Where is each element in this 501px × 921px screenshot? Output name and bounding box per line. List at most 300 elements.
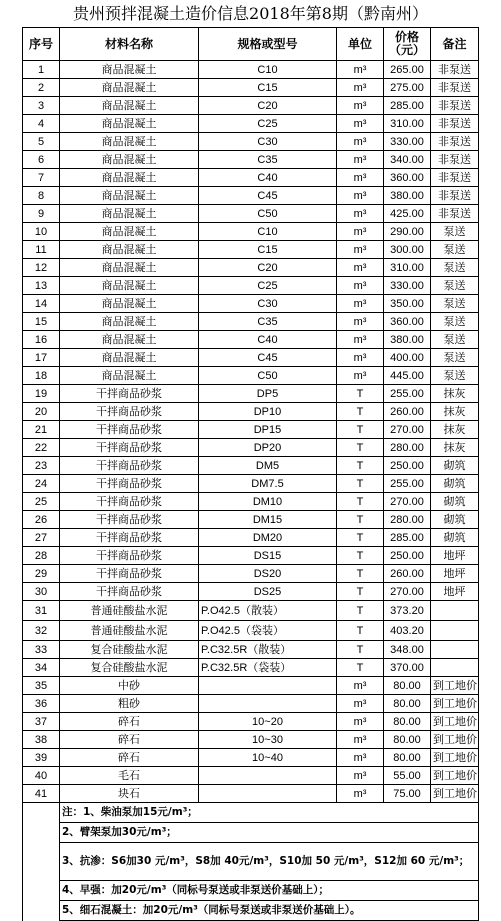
price: 340.00 — [384, 151, 431, 169]
table-row — [23, 169, 479, 187]
table-row — [23, 641, 479, 659]
row-number: 26 — [23, 511, 60, 529]
price: 80.00 — [384, 731, 431, 749]
material-name: 商品混凝土 — [60, 151, 199, 169]
spec-model — [199, 767, 337, 785]
row-number: 3 — [23, 97, 60, 115]
material-name: 商品混凝土 — [60, 79, 199, 97]
remark: 泵送 — [431, 331, 479, 349]
spec-model: DS20 — [199, 565, 337, 583]
row-number: 22 — [23, 439, 60, 457]
table-row — [23, 241, 479, 259]
row-number: 14 — [23, 295, 60, 313]
note-spacer — [23, 901, 60, 921]
price: 300.00 — [384, 241, 431, 259]
price: 265.00 — [384, 61, 431, 79]
row-number: 41 — [23, 785, 60, 803]
price: 373.20 — [384, 601, 431, 621]
price: 80.00 — [384, 677, 431, 695]
material-name: 商品混凝土 — [60, 133, 199, 151]
note-text: 5、细石混凝土：加20元/m³（同标号泵送或非泵送价基础上）。 — [60, 901, 479, 921]
remark — [431, 601, 479, 621]
row-number: 38 — [23, 731, 60, 749]
material-name: 干拌商品砂浆 — [60, 493, 199, 511]
remark: 非泵送 — [431, 151, 479, 169]
spec-model: C20 — [199, 97, 337, 115]
spec-model: DS15 — [199, 547, 337, 565]
spec-model: C25 — [199, 277, 337, 295]
material-name: 干拌商品砂浆 — [60, 547, 199, 565]
material-name: 干拌商品砂浆 — [60, 565, 199, 583]
price-table — [22, 27, 479, 921]
unit: T — [337, 547, 384, 565]
material-name: 干拌商品砂浆 — [60, 403, 199, 421]
table-row — [23, 749, 479, 767]
row-number: 32 — [23, 621, 60, 641]
table-row — [23, 621, 479, 641]
material-name: 商品混凝土 — [60, 205, 199, 223]
table-row — [23, 601, 479, 621]
row-number: 40 — [23, 767, 60, 785]
table-row — [23, 659, 479, 677]
remark: 非泵送 — [431, 133, 479, 151]
price: 270.00 — [384, 583, 431, 601]
remark — [431, 659, 479, 677]
spec-model: C15 — [199, 241, 337, 259]
remark: 非泵送 — [431, 61, 479, 79]
col-header-name: 材料名称 — [60, 28, 199, 61]
unit: m³ — [337, 115, 384, 133]
price: 280.00 — [384, 511, 431, 529]
price: 350.00 — [384, 295, 431, 313]
spec-model: P.C32.5R（散装） — [199, 641, 337, 659]
material-name: 商品混凝土 — [60, 349, 199, 367]
material-name: 商品混凝土 — [60, 295, 199, 313]
price: 275.00 — [384, 79, 431, 97]
remark: 到工地价 — [431, 695, 479, 713]
note-text: 注：1、柴油泵加15元/m³； — [60, 803, 479, 823]
remark: 泵送 — [431, 223, 479, 241]
spec-model: C45 — [199, 187, 337, 205]
row-number: 19 — [23, 385, 60, 403]
unit: T — [337, 659, 384, 677]
remark: 非泵送 — [431, 187, 479, 205]
note-row — [23, 823, 479, 843]
table-row — [23, 421, 479, 439]
material-name: 普通硅酸盐水泥 — [60, 601, 199, 621]
material-name: 复合硅酸盐水泥 — [60, 641, 199, 659]
material-name: 干拌商品砂浆 — [60, 475, 199, 493]
unit: m³ — [337, 731, 384, 749]
material-name: 商品混凝土 — [60, 367, 199, 385]
col-header-no: 序号 — [23, 28, 60, 61]
row-number: 37 — [23, 713, 60, 731]
note-row — [23, 843, 479, 881]
row-number: 17 — [23, 349, 60, 367]
unit: T — [337, 621, 384, 641]
remark: 砌筑 — [431, 457, 479, 475]
spec-model — [199, 695, 337, 713]
unit: T — [337, 583, 384, 601]
table-row — [23, 115, 479, 133]
col-header-spec: 规格或型号 — [199, 28, 337, 61]
spec-model: C35 — [199, 151, 337, 169]
spec-model — [199, 785, 337, 803]
remark — [431, 641, 479, 659]
unit: m³ — [337, 767, 384, 785]
unit: m³ — [337, 223, 384, 241]
remark: 非泵送 — [431, 79, 479, 97]
spec-model: C20 — [199, 259, 337, 277]
material-name: 干拌商品砂浆 — [60, 511, 199, 529]
material-name: 粗砂 — [60, 695, 199, 713]
table-row — [23, 151, 479, 169]
row-number: 15 — [23, 313, 60, 331]
remark: 非泵送 — [431, 97, 479, 115]
spec-model: C15 — [199, 79, 337, 97]
material-name: 商品混凝土 — [60, 223, 199, 241]
remark: 抹灰 — [431, 421, 479, 439]
price: 380.00 — [384, 331, 431, 349]
table-row — [23, 475, 479, 493]
price: 400.00 — [384, 349, 431, 367]
row-number: 5 — [23, 133, 60, 151]
table-row — [23, 349, 479, 367]
row-number: 25 — [23, 493, 60, 511]
unit: T — [337, 385, 384, 403]
table-header-row — [23, 28, 479, 61]
unit: T — [337, 511, 384, 529]
spec-model: C50 — [199, 367, 337, 385]
row-number: 39 — [23, 749, 60, 767]
remark: 砌筑 — [431, 493, 479, 511]
price: 370.00 — [384, 659, 431, 677]
row-number: 7 — [23, 169, 60, 187]
row-number: 6 — [23, 151, 60, 169]
table-row — [23, 259, 479, 277]
price: 310.00 — [384, 115, 431, 133]
material-name: 干拌商品砂浆 — [60, 583, 199, 601]
price: 360.00 — [384, 313, 431, 331]
spec-model: DS25 — [199, 583, 337, 601]
table-row — [23, 223, 479, 241]
unit: m³ — [337, 79, 384, 97]
spec-model: C25 — [199, 115, 337, 133]
remark: 到工地价 — [431, 713, 479, 731]
unit: m³ — [337, 259, 384, 277]
table-row — [23, 731, 479, 749]
col-header-note: 备注 — [431, 28, 479, 61]
price: 445.00 — [384, 367, 431, 385]
material-name: 商品混凝土 — [60, 61, 199, 79]
unit: m³ — [337, 677, 384, 695]
price: 250.00 — [384, 547, 431, 565]
material-name: 碎石 — [60, 713, 199, 731]
price: 260.00 — [384, 403, 431, 421]
table-row — [23, 767, 479, 785]
row-number: 13 — [23, 277, 60, 295]
spec-model: C50 — [199, 205, 337, 223]
remark: 泵送 — [431, 313, 479, 331]
remark: 到工地价 — [431, 749, 479, 767]
row-number: 9 — [23, 205, 60, 223]
remark: 地坪 — [431, 565, 479, 583]
row-number: 20 — [23, 403, 60, 421]
remark: 到工地价 — [431, 677, 479, 695]
table-body — [23, 61, 479, 803]
document-title: 贵州预拌混凝土造价信息2018年第8期（黔南州） — [73, 4, 428, 23]
table-row — [23, 529, 479, 547]
remark: 抹灰 — [431, 385, 479, 403]
price: 330.00 — [384, 277, 431, 295]
remark: 砌筑 — [431, 511, 479, 529]
table-row — [23, 205, 479, 223]
note-spacer — [23, 803, 60, 823]
remark: 砌筑 — [431, 529, 479, 547]
row-number: 18 — [23, 367, 60, 385]
spec-model — [199, 677, 337, 695]
remark: 到工地价 — [431, 731, 479, 749]
spec-model: DM7.5 — [199, 475, 337, 493]
price: 330.00 — [384, 133, 431, 151]
unit: m³ — [337, 187, 384, 205]
price: 310.00 — [384, 259, 431, 277]
spec-model: P.O42.5（袋装） — [199, 621, 337, 641]
price: 255.00 — [384, 475, 431, 493]
table-row — [23, 187, 479, 205]
row-number: 27 — [23, 529, 60, 547]
material-name: 复合硅酸盐水泥 — [60, 659, 199, 677]
spec-model: C30 — [199, 133, 337, 151]
table-row — [23, 695, 479, 713]
unit: T — [337, 601, 384, 621]
table-row — [23, 61, 479, 79]
unit: m³ — [337, 713, 384, 731]
price: 80.00 — [384, 695, 431, 713]
unit: m³ — [337, 169, 384, 187]
unit: m³ — [337, 331, 384, 349]
material-name: 干拌商品砂浆 — [60, 439, 199, 457]
remark: 泵送 — [431, 295, 479, 313]
spec-model: 10~30 — [199, 731, 337, 749]
unit: m³ — [337, 749, 384, 767]
material-name: 碎石 — [60, 749, 199, 767]
remark: 砌筑 — [431, 475, 479, 493]
row-number: 29 — [23, 565, 60, 583]
spec-model: DM5 — [199, 457, 337, 475]
unit: m³ — [337, 61, 384, 79]
material-name: 干拌商品砂浆 — [60, 529, 199, 547]
unit: m³ — [337, 785, 384, 803]
unit: T — [337, 565, 384, 583]
price: 285.00 — [384, 97, 431, 115]
price: 360.00 — [384, 169, 431, 187]
row-number: 31 — [23, 601, 60, 621]
row-number: 36 — [23, 695, 60, 713]
price: 380.00 — [384, 187, 431, 205]
spec-model: 10~40 — [199, 749, 337, 767]
row-number: 10 — [23, 223, 60, 241]
spec-model: C40 — [199, 331, 337, 349]
remark: 泵送 — [431, 367, 479, 385]
remark: 泵送 — [431, 349, 479, 367]
table-row — [23, 367, 479, 385]
unit: T — [337, 641, 384, 659]
spec-model: C10 — [199, 61, 337, 79]
material-name: 商品混凝土 — [60, 169, 199, 187]
material-name: 商品混凝土 — [60, 115, 199, 133]
remark: 非泵送 — [431, 169, 479, 187]
unit: m³ — [337, 133, 384, 151]
unit: m³ — [337, 349, 384, 367]
unit: m³ — [337, 367, 384, 385]
row-number: 12 — [23, 259, 60, 277]
material-name: 商品混凝土 — [60, 313, 199, 331]
price: 270.00 — [384, 493, 431, 511]
price: 80.00 — [384, 749, 431, 767]
spec-model: DP5 — [199, 385, 337, 403]
row-number: 21 — [23, 421, 60, 439]
price: 55.00 — [384, 767, 431, 785]
spec-model: P.O42.5（散装） — [199, 601, 337, 621]
row-number: 4 — [23, 115, 60, 133]
unit: T — [337, 439, 384, 457]
note-row — [23, 803, 479, 823]
col-header-unit: 单位 — [337, 28, 384, 61]
table-row — [23, 133, 479, 151]
unit: T — [337, 421, 384, 439]
remark: 地坪 — [431, 547, 479, 565]
table-row — [23, 583, 479, 601]
notes-body — [23, 803, 479, 921]
note-spacer — [23, 843, 60, 881]
table-row — [23, 97, 479, 115]
row-number: 28 — [23, 547, 60, 565]
price: 403.20 — [384, 621, 431, 641]
spec-model: 10~20 — [199, 713, 337, 731]
remark: 非泵送 — [431, 205, 479, 223]
material-name: 干拌商品砂浆 — [60, 385, 199, 403]
row-number: 23 — [23, 457, 60, 475]
price: 75.00 — [384, 785, 431, 803]
table-row — [23, 713, 479, 731]
unit: m³ — [337, 97, 384, 115]
row-number: 1 — [23, 61, 60, 79]
spec-model: C45 — [199, 349, 337, 367]
unit: T — [337, 457, 384, 475]
price: 285.00 — [384, 529, 431, 547]
spec-model: C35 — [199, 313, 337, 331]
table-row — [23, 295, 479, 313]
note-row — [23, 901, 479, 921]
remark: 泵送 — [431, 259, 479, 277]
price: 250.00 — [384, 457, 431, 475]
unit: m³ — [337, 151, 384, 169]
spec-model: DM20 — [199, 529, 337, 547]
spec-model: C30 — [199, 295, 337, 313]
material-name: 碎石 — [60, 731, 199, 749]
row-number: 2 — [23, 79, 60, 97]
row-number: 34 — [23, 659, 60, 677]
row-number: 16 — [23, 331, 60, 349]
table-row — [23, 493, 479, 511]
price: 280.00 — [384, 439, 431, 457]
unit: m³ — [337, 313, 384, 331]
note-spacer — [23, 823, 60, 843]
row-number: 30 — [23, 583, 60, 601]
note-text: 2、臂架泵加30元/m³； — [60, 823, 479, 843]
material-name: 商品混凝土 — [60, 331, 199, 349]
table-row — [23, 331, 479, 349]
table-row — [23, 565, 479, 583]
material-name: 普通硅酸盐水泥 — [60, 621, 199, 641]
remark — [431, 621, 479, 641]
material-name: 商品混凝土 — [60, 97, 199, 115]
unit: T — [337, 529, 384, 547]
unit: m³ — [337, 695, 384, 713]
unit: m³ — [337, 295, 384, 313]
unit: m³ — [337, 241, 384, 259]
material-name: 商品混凝土 — [60, 277, 199, 295]
unit: m³ — [337, 277, 384, 295]
table-row — [23, 385, 479, 403]
row-number: 33 — [23, 641, 60, 659]
table-row — [23, 677, 479, 695]
note-spacer — [23, 881, 60, 901]
remark: 非泵送 — [431, 115, 479, 133]
remark: 抹灰 — [431, 439, 479, 457]
material-name: 块石 — [60, 785, 199, 803]
unit: T — [337, 475, 384, 493]
remark: 到工地价 — [431, 767, 479, 785]
price: 80.00 — [384, 713, 431, 731]
material-name: 商品混凝土 — [60, 259, 199, 277]
table-row — [23, 785, 479, 803]
table-row — [23, 457, 479, 475]
remark: 到工地价 — [431, 785, 479, 803]
table-row — [23, 403, 479, 421]
unit: m³ — [337, 205, 384, 223]
table-row — [23, 79, 479, 97]
row-number: 11 — [23, 241, 60, 259]
spec-model: C40 — [199, 169, 337, 187]
material-name: 中砂 — [60, 677, 199, 695]
material-name: 干拌商品砂浆 — [60, 457, 199, 475]
remark: 抹灰 — [431, 403, 479, 421]
spec-model: DP10 — [199, 403, 337, 421]
price: 290.00 — [384, 223, 431, 241]
unit: T — [337, 403, 384, 421]
material-name: 干拌商品砂浆 — [60, 421, 199, 439]
material-name: 毛石 — [60, 767, 199, 785]
spec-model: DP20 — [199, 439, 337, 457]
table-row — [23, 439, 479, 457]
remark: 地坪 — [431, 583, 479, 601]
table-row — [23, 511, 479, 529]
note-text: 3、抗渗：S6加30 元/m³，S8加 40元/m³，S10加 50 元/m³，S12加 60 元/m³； — [60, 843, 479, 881]
note-row — [23, 881, 479, 901]
row-number: 8 — [23, 187, 60, 205]
spec-model: DM15 — [199, 511, 337, 529]
row-number: 24 — [23, 475, 60, 493]
table-row — [23, 313, 479, 331]
price: 425.00 — [384, 205, 431, 223]
note-text: 4、早强：加20元/m³（同标号泵送或非泵送价基础上）； — [60, 881, 479, 901]
remark: 泵送 — [431, 277, 479, 295]
spec-model: DM10 — [199, 493, 337, 511]
price: 348.00 — [384, 641, 431, 659]
table-row — [23, 547, 479, 565]
